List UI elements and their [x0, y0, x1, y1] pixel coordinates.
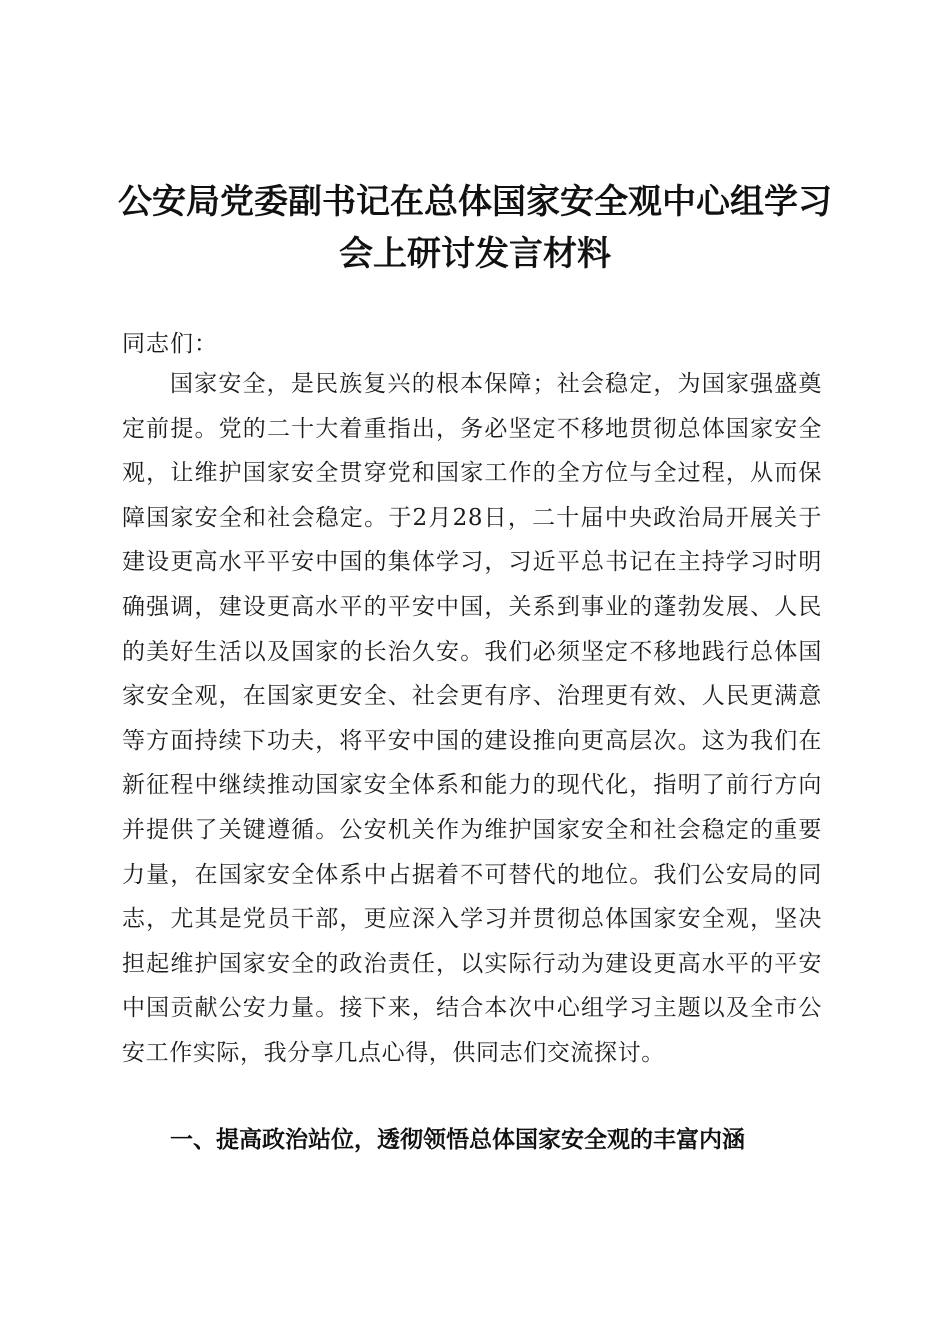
- body-paragraph: 国家安全，是民族复兴的根本保障；社会稳定，为国家强盛奠定前提。党的二十大着重指出，务必坚定不移地贯彻总体国家安全观，让维护国家安全贯穿党和国家工作的全方位与全过程，从而保障国家安全和社会稳定。于2月28日，二十届中央政治局开展关于建设更高水平平安中国的集体学习，习近平总书记在主持学习时明确强调，建设更高水平的平安中国，关系到事业的蓬勃发展、人民的美好生活以及国家的长治久安。我们必须坚定不移地践行总体国家安全观，在国家更安全、社会更有序、治理更有效、人民更满意等方面持续下功夫，将平安中国的建设推向更高层次。这为我们在新征程中继续推动国家安全体系和能力的现代化，指明了前行方向并提供了关键遵循。公安机关作为维护国家安全和社会稳定的重要力量，在国家安全体系中占据着不可替代的地位。我们公安局的同志，尤其是党员干部，更应深入学习并贯彻总体国家安全观，坚决担起维护国家安全的政治责任，以实际行动为建设更高水平的平安中国贡献公安力量。接下来，结合本次中心组学习主题以及全市公安工作实际，我分享几点心得，供同志们交流探讨。: [122, 371, 822, 1066]
- document-title: 公安局党委副书记在总体国家安全观中心组学习会上研讨发言材料: [118, 182, 832, 274]
- section-heading: 一、提高政治站位，透彻领悟总体国家安全观的丰富内涵: [170, 1127, 745, 1153]
- salutation: 同志们：: [122, 331, 218, 357]
